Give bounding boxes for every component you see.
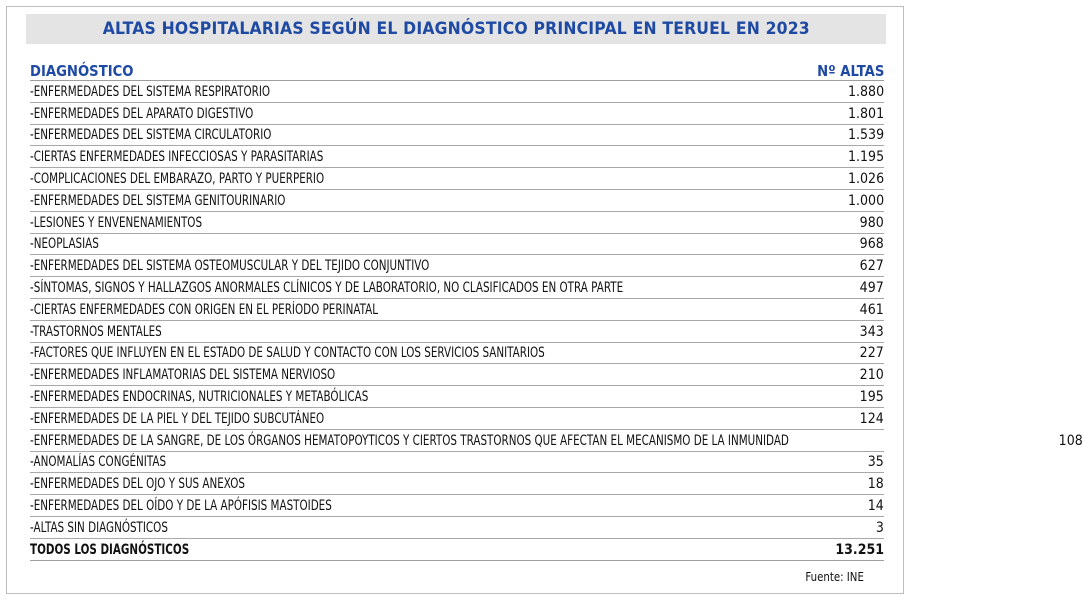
row-value: 3 [875,519,884,536]
header-altas: Nº ALTAS [816,62,884,80]
row-label: -FACTORES QUE INFLUYEN EN EL ESTADO DE SALUD Y CONTACTO CON LOS SERVICIOS SANITARIOS [30,345,545,362]
row-label: -ENFERMEDADES ENDOCRINAS, NUTRICIONALES Y METABÓLICAS [30,388,369,405]
row-value: 497 [859,279,884,296]
row-label: -ENFERMEDADES DEL SISTEMA OSTEOMUSCULAR Y DEL TEJIDO CONJUNTIVO [30,258,430,275]
table-row [30,146,884,168]
row-label: -ANOMALÍAS CONGÉNITAS [30,454,167,471]
row-label: -ALTAS SIN DIAGNÓSTICOS [30,519,168,536]
table-row [30,321,884,343]
total-label: TODOS LOS DIAGNÓSTICOS [30,541,190,558]
row-value: 968 [859,236,884,253]
source-note: Fuente: INE [805,570,864,584]
page-title: ALTAS HOSPITALARIAS SEGÚN EL DIAGNÓSTICO PRINCIPAL EN TERUEL EN 2023 [102,19,810,39]
row-label: -ENFERMEDADES DEL OÍDO Y DE LA APÓFISIS MASTOIDES [30,497,332,514]
table-header [30,58,884,81]
table-row [30,81,884,103]
table-row [30,430,1082,452]
table-row [30,452,884,474]
table-row [30,125,884,147]
table-body [30,81,1082,539]
row-label: -NEOPLASIAS [30,236,99,253]
row-value: 1.026 [847,170,884,187]
table-row [30,103,884,125]
row-value: 108 [1058,432,1082,449]
row-value: 227 [859,345,884,362]
table-row [30,408,884,430]
row-value: 1.880 [847,83,884,100]
table-row [30,255,884,277]
row-label: -ENFERMEDADES DEL SISTEMA CIRCULATORIO [30,127,272,144]
table-row [30,495,884,517]
row-value: 1.801 [847,105,884,122]
table-row [30,386,884,408]
table-row [30,343,884,365]
table-row [30,299,884,321]
row-value: 1.195 [847,149,884,166]
row-value: 210 [859,367,884,384]
row-label: -SÍNTOMAS, SIGNOS Y HALLAZGOS ANORMALES CLÍNICOS Y DE LABORATORIO, NO CLASIFICADOS EN OTRA PARTE [30,279,624,296]
row-label: -ENFERMEDADES INFLAMATORIAS DEL SISTEMA NERVIOSO [30,367,336,384]
table-row [30,277,884,299]
row-value: 124 [859,410,884,427]
table-row [30,364,884,386]
row-value: 980 [859,214,884,231]
row-value: 35 [867,454,884,471]
row-value: 14 [867,497,884,514]
header-diagnostico: DIAGNÓSTICO [30,62,134,80]
row-value: 1.539 [847,127,884,144]
row-label: -ENFERMEDADES DEL OJO Y SUS ANEXOS [30,476,245,493]
row-value: 18 [867,476,884,493]
row-label: -CIERTAS ENFERMEDADES CON ORIGEN EN EL PERÍODO PERINATAL [30,301,379,318]
row-label: -ENFERMEDADES DEL SISTEMA RESPIRATORIO [30,83,271,100]
row-value: 343 [859,323,884,340]
row-value: 1.000 [847,192,884,209]
table-row [30,190,884,212]
table-row [30,212,884,234]
row-label: -TRASTORNOS MENTALES [30,323,162,340]
row-label: -CIERTAS ENFERMEDADES INFECCIOSAS Y PARASITARIAS [30,149,324,166]
row-label: -LESIONES Y ENVENENAMIENTOS [30,214,203,231]
table-row [30,168,884,190]
table-row [30,517,884,539]
row-label: -COMPLICACIONES DEL EMBARAZO, PARTO Y PUERPERIO [30,170,325,187]
row-value: 195 [859,388,884,405]
data-table [30,58,1082,561]
title-bar [26,14,886,44]
row-label: -ENFERMEDADES DE LA PIEL Y DEL TEJIDO SUBCUTÁNEO [30,410,325,427]
table-row [30,473,884,495]
row-label: -ENFERMEDADES DEL APARATO DIGESTIVO [30,105,254,122]
row-value: 461 [859,301,884,318]
row-label: -ENFERMEDADES DEL SISTEMA GENITOURINARIO [30,192,286,209]
row-label: -ENFERMEDADES DE LA SANGRE, DE LOS ÓRGANOS HEMATOPOYTICOS Y CIERTOS TRASTORNOS QUE AFECTAN EL MECANISMO DE LA INMUNIDAD [30,432,789,449]
table-total-row [30,539,884,561]
total-value: 13.251 [835,541,884,558]
table-row [30,234,884,256]
row-value: 627 [859,258,884,275]
